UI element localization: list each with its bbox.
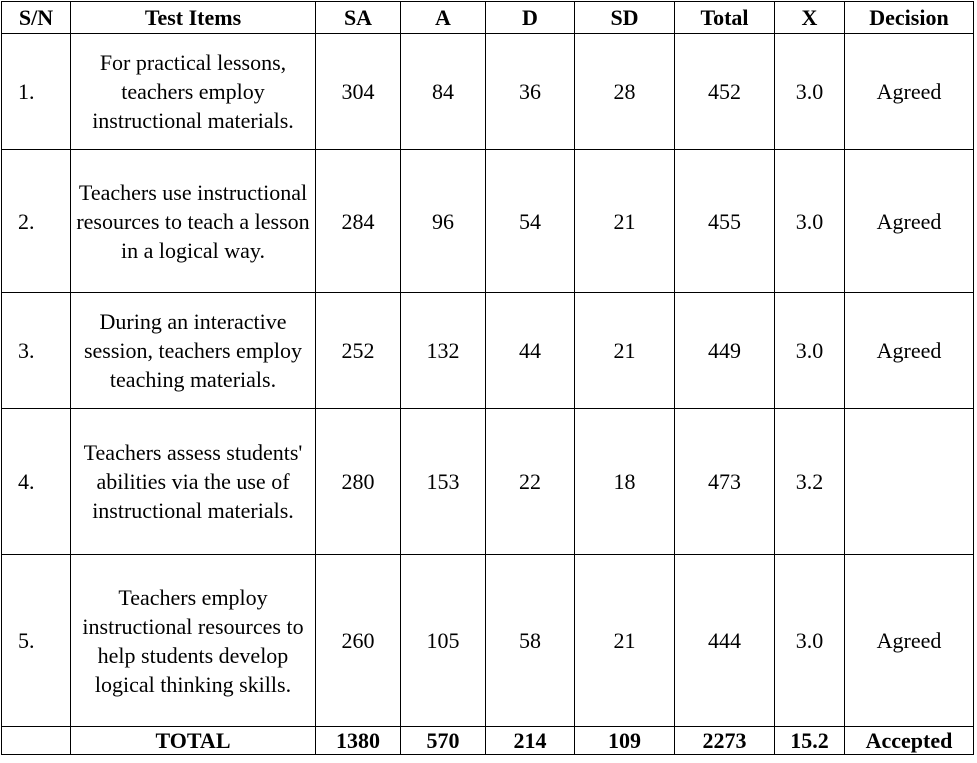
cell-decision: Agreed	[845, 150, 974, 293]
cell-sd: 21	[575, 293, 675, 409]
total-decision: Accepted	[845, 727, 974, 755]
total-sa: 1380	[316, 727, 401, 755]
cell-sd: 28	[575, 34, 675, 150]
header-test-items: Test Items	[71, 2, 316, 34]
results-table	[1, 1, 974, 755]
cell-total: 452	[675, 34, 775, 150]
total-label: TOTAL	[71, 727, 316, 755]
cell-test-item: For practical lessons, teachers employ instructional materials.	[71, 34, 316, 150]
cell-d: 54	[486, 150, 575, 293]
header-sd: SD	[575, 2, 675, 34]
cell-total: 473	[675, 409, 775, 555]
cell-decision	[845, 409, 974, 555]
table-row	[2, 555, 974, 727]
cell-test-item: During an interactive session, teachers employ teaching materials.	[71, 293, 316, 409]
header-a: A	[401, 2, 486, 34]
table-row	[2, 409, 974, 555]
table-row	[2, 34, 974, 150]
cell-d: 44	[486, 293, 575, 409]
cell-total: 455	[675, 150, 775, 293]
total-sd: 109	[575, 727, 675, 755]
header-sa: SA	[316, 2, 401, 34]
cell-sn: 1.	[2, 34, 71, 150]
cell-x: 3.0	[775, 555, 845, 727]
cell-a: 105	[401, 555, 486, 727]
cell-d: 36	[486, 34, 575, 150]
cell-d: 58	[486, 555, 575, 727]
cell-sn: 5.	[2, 555, 71, 727]
cell-total: 444	[675, 555, 775, 727]
cell-sd: 21	[575, 555, 675, 727]
cell-x: 3.2	[775, 409, 845, 555]
cell-sd: 18	[575, 409, 675, 555]
cell-sd: 21	[575, 150, 675, 293]
cell-sn: 3.	[2, 293, 71, 409]
cell-sn: 2.	[2, 150, 71, 293]
cell-decision: Agreed	[845, 34, 974, 150]
cell-d: 22	[486, 409, 575, 555]
total-total: 2273	[675, 727, 775, 755]
cell-test-item: Teachers use instructional resources to teach a lesson in a logical way.	[71, 150, 316, 293]
header-sn: S/N	[2, 2, 71, 34]
total-d: 214	[486, 727, 575, 755]
total-row	[2, 727, 974, 755]
table-row	[2, 293, 974, 409]
cell-sa: 304	[316, 34, 401, 150]
cell-decision: Agreed	[845, 293, 974, 409]
cell-sa: 280	[316, 409, 401, 555]
cell-a: 96	[401, 150, 486, 293]
cell-a: 132	[401, 293, 486, 409]
cell-sa: 260	[316, 555, 401, 727]
cell-sa: 252	[316, 293, 401, 409]
total-a: 570	[401, 727, 486, 755]
header-x: X	[775, 2, 845, 34]
header-d: D	[486, 2, 575, 34]
header-row	[2, 2, 974, 34]
total-x: 15.2	[775, 727, 845, 755]
total-sn	[2, 727, 71, 755]
cell-sn: 4.	[2, 409, 71, 555]
cell-x: 3.0	[775, 150, 845, 293]
cell-x: 3.0	[775, 34, 845, 150]
table-row	[2, 150, 974, 293]
cell-test-item: Teachers assess students' abilities via the use of instructional materials.	[71, 409, 316, 555]
cell-sa: 284	[316, 150, 401, 293]
cell-x: 3.0	[775, 293, 845, 409]
cell-test-item: Teachers employ instructional resources to help students develop logical thinking skills.	[71, 555, 316, 727]
header-total: Total	[675, 2, 775, 34]
cell-decision: Agreed	[845, 555, 974, 727]
cell-total: 449	[675, 293, 775, 409]
header-decision: Decision	[845, 2, 974, 34]
cell-a: 153	[401, 409, 486, 555]
cell-a: 84	[401, 34, 486, 150]
